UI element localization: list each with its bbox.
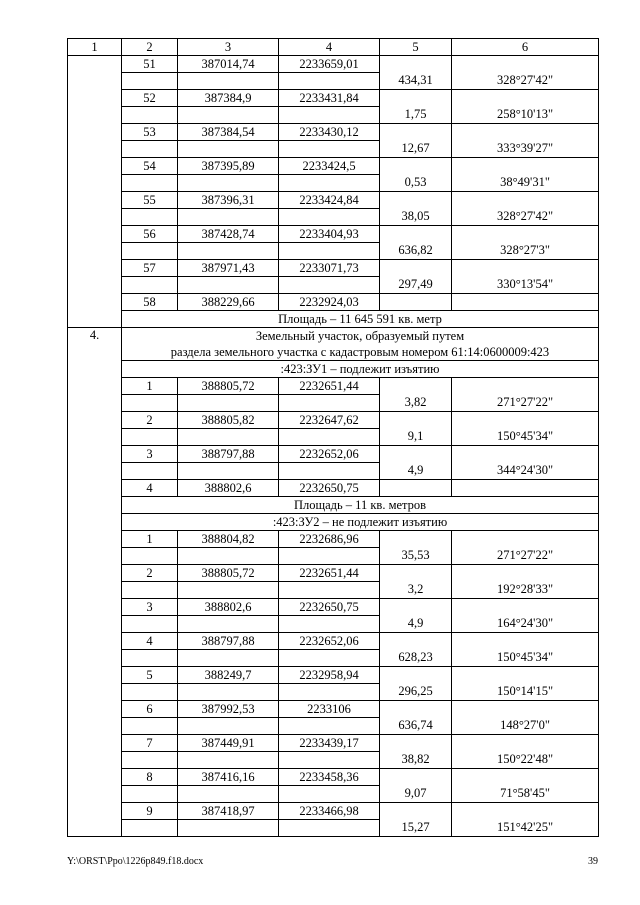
empty-cell — [279, 107, 380, 124]
empty-cell — [122, 429, 178, 446]
point-number: 9 — [122, 803, 178, 820]
x-coordinate: 387384,9 — [178, 90, 279, 107]
empty-cell — [122, 582, 178, 599]
empty-cell — [452, 124, 599, 141]
empty-cell — [380, 735, 452, 752]
distance: 9,1 — [380, 429, 452, 446]
empty-cell — [178, 209, 279, 226]
empty-cell — [279, 684, 380, 701]
x-coordinate: 387396,31 — [178, 192, 279, 209]
empty-cell — [122, 650, 178, 667]
empty-cell — [452, 480, 599, 497]
header-cell: 6 — [452, 39, 599, 56]
empty-cell — [279, 73, 380, 90]
x-coordinate: 387384,54 — [178, 124, 279, 141]
empty-cell — [178, 786, 279, 803]
y-coordinate: 2232650,75 — [279, 480, 380, 497]
point-number: 3 — [122, 446, 178, 463]
empty-cell — [380, 412, 452, 429]
empty-cell — [380, 158, 452, 175]
point-number: 54 — [122, 158, 178, 175]
distance: 9,07 — [380, 786, 452, 803]
empty-cell — [122, 548, 178, 565]
empty-cell — [122, 684, 178, 701]
empty-cell — [380, 378, 452, 395]
distance: 0,53 — [380, 175, 452, 192]
direction-angle: 328°27'42" — [452, 73, 599, 90]
empty-cell — [279, 616, 380, 633]
empty-cell — [122, 395, 178, 412]
empty-cell — [178, 582, 279, 599]
y-coordinate: 2233659,01 — [279, 56, 380, 73]
distance: 434,31 — [380, 73, 452, 90]
y-coordinate: 2232958,94 — [279, 667, 380, 684]
empty-cell — [178, 395, 279, 412]
empty-cell — [178, 73, 279, 90]
empty-cell — [178, 243, 279, 260]
segment-row — [68, 395, 599, 412]
x-coordinate: 387992,53 — [178, 701, 279, 718]
x-coordinate: 387395,89 — [178, 158, 279, 175]
y-coordinate: 2233404,93 — [279, 226, 380, 243]
empty-cell — [452, 599, 599, 616]
empty-cell — [380, 446, 452, 463]
empty-cell — [122, 209, 178, 226]
empty-cell — [122, 277, 178, 294]
empty-cell — [279, 786, 380, 803]
empty-cell — [279, 429, 380, 446]
distance: 38,05 — [380, 209, 452, 226]
segment-row — [68, 277, 599, 294]
empty-cell — [178, 175, 279, 192]
segment-row — [68, 820, 599, 837]
empty-cell — [452, 294, 599, 311]
point-number: 7 — [122, 735, 178, 752]
point-row — [68, 531, 599, 548]
empty-cell — [122, 786, 178, 803]
x-coordinate: 388797,88 — [178, 633, 279, 650]
point-number: 58 — [122, 294, 178, 311]
segment-row — [68, 429, 599, 446]
direction-angle: 150°45'34" — [452, 429, 599, 446]
empty-cell — [452, 90, 599, 107]
empty-cell — [122, 141, 178, 158]
point-row — [68, 735, 599, 752]
empty-cell — [380, 769, 452, 786]
empty-cell — [452, 158, 599, 175]
area-row — [68, 497, 599, 514]
point-number: 3 — [122, 599, 178, 616]
empty-cell — [380, 667, 452, 684]
distance: 628,23 — [380, 650, 452, 667]
header-cell: 5 — [380, 39, 452, 56]
point-row — [68, 260, 599, 277]
empty-cell — [178, 277, 279, 294]
section-number-empty — [68, 56, 122, 328]
section-number: 4. — [68, 328, 122, 837]
segment-row — [68, 463, 599, 480]
empty-cell — [452, 735, 599, 752]
empty-cell — [380, 531, 452, 548]
empty-cell — [178, 429, 279, 446]
segment-row — [68, 548, 599, 565]
section-title-row — [68, 344, 599, 361]
empty-cell — [380, 480, 452, 497]
empty-cell — [452, 531, 599, 548]
direction-angle: 344°24'30" — [452, 463, 599, 480]
point-number: 2 — [122, 412, 178, 429]
section-title: Земельный участок, образуемый путем — [122, 328, 599, 345]
distance: 296,25 — [380, 684, 452, 701]
segment-row — [68, 684, 599, 701]
area-row — [68, 311, 599, 328]
area-text: Площадь – 11 645 591 кв. метр — [122, 311, 599, 328]
distance: 12,67 — [380, 141, 452, 158]
empty-cell — [279, 243, 380, 260]
segment-row — [68, 752, 599, 769]
point-row — [68, 56, 599, 73]
point-number: 4 — [122, 633, 178, 650]
point-row — [68, 565, 599, 582]
empty-cell — [452, 446, 599, 463]
x-coordinate: 387449,91 — [178, 735, 279, 752]
empty-cell — [178, 684, 279, 701]
point-row — [68, 378, 599, 395]
y-coordinate: 2232647,62 — [279, 412, 380, 429]
area-text: Площадь – 11 кв. метров — [122, 497, 599, 514]
point-number: 4 — [122, 480, 178, 497]
empty-cell — [279, 141, 380, 158]
direction-angle: 164°24'30" — [452, 616, 599, 633]
empty-cell — [380, 701, 452, 718]
direction-angle: 328°27'3" — [452, 243, 599, 260]
point-number: 8 — [122, 769, 178, 786]
y-coordinate: 2232652,06 — [279, 633, 380, 650]
x-coordinate: 388805,72 — [178, 565, 279, 582]
point-row — [68, 192, 599, 209]
y-coordinate: 2233431,84 — [279, 90, 380, 107]
y-coordinate: 2233466,98 — [279, 803, 380, 820]
segment-row — [68, 107, 599, 124]
empty-cell — [380, 124, 452, 141]
empty-cell — [452, 378, 599, 395]
point-number: 56 — [122, 226, 178, 243]
y-coordinate: 2233071,73 — [279, 260, 380, 277]
empty-cell — [178, 616, 279, 633]
empty-cell — [279, 582, 380, 599]
x-coordinate: 388249,7 — [178, 667, 279, 684]
empty-cell — [380, 260, 452, 277]
empty-cell — [380, 294, 452, 311]
empty-cell — [178, 820, 279, 837]
point-row — [68, 667, 599, 684]
x-coordinate: 388797,88 — [178, 446, 279, 463]
empty-cell — [380, 192, 452, 209]
y-coordinate: 2233439,17 — [279, 735, 380, 752]
empty-cell — [122, 752, 178, 769]
y-coordinate: 2232651,44 — [279, 565, 380, 582]
x-coordinate: 388804,82 — [178, 531, 279, 548]
empty-cell — [380, 803, 452, 820]
y-coordinate: 2232651,44 — [279, 378, 380, 395]
point-row — [68, 633, 599, 650]
empty-cell — [279, 752, 380, 769]
distance: 1,75 — [380, 107, 452, 124]
direction-angle: 150°14'15" — [452, 684, 599, 701]
coordinates-table — [67, 38, 599, 837]
distance: 636,74 — [380, 718, 452, 735]
point-row — [68, 90, 599, 107]
empty-cell — [380, 633, 452, 650]
point-row — [68, 701, 599, 718]
subsection-row — [68, 361, 599, 378]
direction-angle: 192°28'33" — [452, 582, 599, 599]
y-coordinate: 2233430,12 — [279, 124, 380, 141]
y-coordinate: 2232650,75 — [279, 599, 380, 616]
empty-cell — [178, 752, 279, 769]
empty-cell — [380, 599, 452, 616]
segment-row — [68, 175, 599, 192]
empty-cell — [452, 226, 599, 243]
header-row — [68, 39, 599, 56]
empty-cell — [122, 820, 178, 837]
direction-angle: 333°39'27" — [452, 141, 599, 158]
footer-file-path: Y:\ORST\Ppo\1226p849.f18.docx — [67, 856, 204, 867]
empty-cell — [178, 548, 279, 565]
section-subtitle: раздела земельного участка с кадастровым номером 61:14:0600009:423 — [122, 344, 599, 361]
segment-row — [68, 786, 599, 803]
point-row — [68, 769, 599, 786]
subsection-label-zu2: :423:ЗУ2 – не подлежит изъятию — [122, 514, 599, 531]
empty-cell — [380, 90, 452, 107]
y-coordinate: 2233458,36 — [279, 769, 380, 786]
x-coordinate: 388805,82 — [178, 412, 279, 429]
empty-cell — [452, 701, 599, 718]
empty-cell — [279, 395, 380, 412]
empty-cell — [178, 650, 279, 667]
distance: 636,82 — [380, 243, 452, 260]
distance: 3,82 — [380, 395, 452, 412]
distance: 4,9 — [380, 463, 452, 480]
segment-row — [68, 582, 599, 599]
point-number: 1 — [122, 378, 178, 395]
distance: 297,49 — [380, 277, 452, 294]
distance: 15,27 — [380, 820, 452, 837]
point-row — [68, 412, 599, 429]
distance: 38,82 — [380, 752, 452, 769]
empty-cell — [279, 175, 380, 192]
empty-cell — [279, 209, 380, 226]
header-cell: 2 — [122, 39, 178, 56]
empty-cell — [452, 803, 599, 820]
empty-cell — [122, 107, 178, 124]
section-title-row — [68, 328, 599, 345]
empty-cell — [178, 718, 279, 735]
x-coordinate: 387418,97 — [178, 803, 279, 820]
empty-cell — [380, 226, 452, 243]
empty-cell — [279, 820, 380, 837]
segment-row — [68, 141, 599, 158]
segment-row — [68, 243, 599, 260]
point-number: 2 — [122, 565, 178, 582]
point-number: 57 — [122, 260, 178, 277]
direction-angle: 330°13'54" — [452, 277, 599, 294]
direction-angle: 150°45'34" — [452, 650, 599, 667]
distance: 35,53 — [380, 548, 452, 565]
empty-cell — [380, 565, 452, 582]
empty-cell — [452, 633, 599, 650]
x-coordinate: 388802,6 — [178, 480, 279, 497]
distance: 3,2 — [380, 582, 452, 599]
empty-cell — [122, 243, 178, 260]
direction-angle: 151°42'25" — [452, 820, 599, 837]
empty-cell — [279, 463, 380, 480]
empty-cell — [122, 718, 178, 735]
empty-cell — [452, 412, 599, 429]
point-number: 6 — [122, 701, 178, 718]
direction-angle: 148°27'0" — [452, 718, 599, 735]
empty-cell — [452, 667, 599, 684]
y-coordinate: 2232652,06 — [279, 446, 380, 463]
empty-cell — [178, 141, 279, 158]
point-row — [68, 599, 599, 616]
x-coordinate: 388229,66 — [178, 294, 279, 311]
direction-angle: 150°22'48" — [452, 752, 599, 769]
y-coordinate: 2233424,5 — [279, 158, 380, 175]
segment-row — [68, 650, 599, 667]
subsection-row — [68, 514, 599, 531]
point-row — [68, 446, 599, 463]
x-coordinate: 387416,16 — [178, 769, 279, 786]
direction-angle: 271°27'22" — [452, 548, 599, 565]
header-cell: 1 — [68, 39, 122, 56]
footer-page-number: 39 — [588, 856, 598, 867]
point-number: 1 — [122, 531, 178, 548]
empty-cell — [279, 548, 380, 565]
point-number: 52 — [122, 90, 178, 107]
empty-cell — [122, 463, 178, 480]
point-number: 51 — [122, 56, 178, 73]
point-number: 53 — [122, 124, 178, 141]
empty-cell — [452, 56, 599, 73]
empty-cell — [452, 565, 599, 582]
point-row — [68, 226, 599, 243]
subsection-label-zu1: :423:ЗУ1 – подлежит изъятию — [122, 361, 599, 378]
x-coordinate: 387014,74 — [178, 56, 279, 73]
direction-angle: 328°27'42" — [452, 209, 599, 226]
x-coordinate: 388802,6 — [178, 599, 279, 616]
empty-cell — [178, 463, 279, 480]
empty-cell — [279, 650, 380, 667]
empty-cell — [178, 107, 279, 124]
distance: 4,9 — [380, 616, 452, 633]
point-row — [68, 294, 599, 311]
empty-cell — [122, 73, 178, 90]
y-coordinate: 2233424,84 — [279, 192, 380, 209]
point-row — [68, 803, 599, 820]
empty-cell — [279, 718, 380, 735]
empty-cell — [452, 260, 599, 277]
empty-cell — [380, 56, 452, 73]
y-coordinate: 2233106 — [279, 701, 380, 718]
header-cell: 4 — [279, 39, 380, 56]
x-coordinate: 388805,72 — [178, 378, 279, 395]
point-row — [68, 480, 599, 497]
x-coordinate: 387428,74 — [178, 226, 279, 243]
y-coordinate: 2232686,96 — [279, 531, 380, 548]
empty-cell — [122, 175, 178, 192]
empty-cell — [279, 277, 380, 294]
segment-row — [68, 209, 599, 226]
header-cell: 3 — [178, 39, 279, 56]
segment-row — [68, 73, 599, 90]
segment-row — [68, 718, 599, 735]
empty-cell — [452, 192, 599, 209]
empty-cell — [452, 769, 599, 786]
x-coordinate: 387971,43 — [178, 260, 279, 277]
point-row — [68, 158, 599, 175]
direction-angle: 71°58'45" — [452, 786, 599, 803]
point-number: 55 — [122, 192, 178, 209]
point-row — [68, 124, 599, 141]
segment-row — [68, 616, 599, 633]
direction-angle: 258°10'13" — [452, 107, 599, 124]
direction-angle: 271°27'22" — [452, 395, 599, 412]
y-coordinate: 2232924,03 — [279, 294, 380, 311]
empty-cell — [122, 616, 178, 633]
point-number: 5 — [122, 667, 178, 684]
direction-angle: 38°49'31" — [452, 175, 599, 192]
